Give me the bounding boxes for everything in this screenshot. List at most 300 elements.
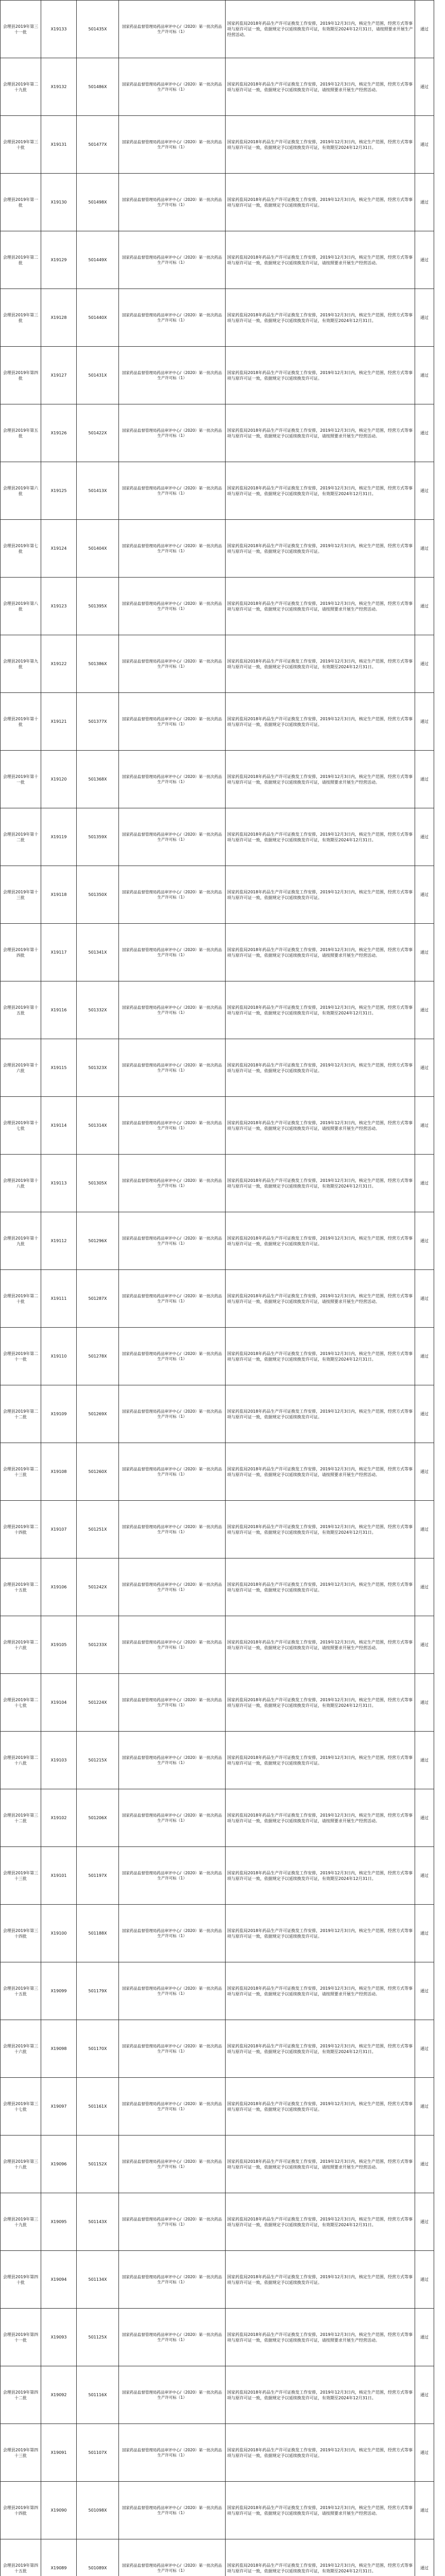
code-cell: X19089 <box>41 2539 77 2576</box>
content-cell: 国家药监局2018年药品生产许可证换发工作安排，2019年12月3日内，核定生产范围，经营方式等事项与原许可证一致，依据规定予以延续换发许可证，请按照要求开展生产经营活动。 <box>226 1270 415 1328</box>
code-cell: X19113 <box>41 1155 77 1212</box>
unit-cell: 会理县2019年第二十批 <box>1 1270 41 1328</box>
content-cell: 国家药监局2018年药品生产许可证换发工作安排，2019年12月3日内，核定生产范围，经营方式等事项与原许可证一致，依据规定予以延续换发许可证。 <box>226 520 415 578</box>
unit-cell: 会理县2019年第十批 <box>1 693 41 751</box>
unit-cell: 会理县2019年第四十三批 <box>1 2424 41 2482</box>
table-row <box>1 1616 434 1674</box>
code-cell: X19102 <box>41 1789 77 1847</box>
org-cell: 国家药品监督管理局药品审评中心/（2020）第一批次药品生产许可标（1） <box>119 174 226 231</box>
content-cell: 国家药监局2018年药品生产许可证换发工作安排，2019年12月3日内，核定生产范围，经营方式等事项与原许可证一致，依据规定予以延续换发许可证，有效期至2024年12月31日。 <box>226 1155 415 1212</box>
org-cell: 国家药品监督管理局药品审评中心/（2020）第一批次药品生产许可标（1） <box>119 1789 226 1847</box>
number-cell: 501116X <box>77 2366 119 2424</box>
code-cell: X19120 <box>41 751 77 808</box>
table-row <box>1 1155 434 1212</box>
content-cell: 国家药监局2018年药品生产许可证换发工作安排，2019年12月3日内，核定生产范围，经营方式等事项与原许可证一致，依据规定予以延续换发许可证，请按照要求开展生产经营活动。 <box>226 1616 415 1674</box>
content-cell: 国家药监局2018年药品生产许可证换发工作安排，2019年12月3日内，核定生产范围，经营方式等事项与原许可证一致，依据规定予以延续换发许可证，请按照要求开展生产经营活动。 <box>226 2309 415 2366</box>
org-cell: 国家药品监督管理局药品审评中心/（2020）第一批次药品生产许可标（1） <box>119 289 226 347</box>
result-cell: 通过 <box>415 2424 434 2482</box>
code-cell: X19095 <box>41 2193 77 2251</box>
result-cell: 通过 <box>415 116 434 174</box>
unit-cell: 会理县2019年第二十一批 <box>1 1328 41 1385</box>
org-cell: 国家药品监督管理局药品审评中心/（2020）第一批次药品生产许可标（1） <box>119 116 226 174</box>
unit-cell: 会理县2019年第三十一批 <box>1 1 41 58</box>
number-cell: 501477X <box>77 116 119 174</box>
table-row <box>1 1039 434 1097</box>
number-cell: 501359X <box>77 808 119 866</box>
result-cell: 通过 <box>415 462 434 520</box>
number-cell: 501395X <box>77 578 119 635</box>
content-cell: 国家药监局2018年药品生产许可证换发工作安排，2019年12月3日内，核定生产范围，经营方式等事项与原许可证一致，依据规定予以延续换发许可证。 <box>226 1039 415 1097</box>
unit-cell: 会理县2019年第四十五批 <box>1 2539 41 2576</box>
org-cell: 国家药品监督管理局药品审评中心/（2020）第一批次药品生产许可标（1） <box>119 2020 226 2078</box>
code-cell: X19132 <box>41 58 77 116</box>
number-cell: 501260X <box>77 1443 119 1501</box>
table-row <box>1 2251 434 2309</box>
org-cell: 国家药品监督管理局药品审评中心/（2020）第一批次药品生产许可标（1） <box>119 1962 226 2020</box>
org-cell: 国家药品监督管理局药品审评中心/（2020）第一批次药品生产许可标（1） <box>119 2539 226 2576</box>
code-cell: X19119 <box>41 808 77 866</box>
number-cell: 501278X <box>77 1328 119 1385</box>
org-cell: 国家药品监督管理局药品审评中心/（2020）第一批次药品生产许可标（1） <box>119 58 226 116</box>
number-cell: 501332X <box>77 981 119 1039</box>
content-cell: 国家药监局2018年药品生产许可证换发工作安排，2019年12月3日内，核定生产范围，经营方式等事项与原许可证一致，依据规定予以延续换发许可证。 <box>226 1905 415 1962</box>
number-cell: 501125X <box>77 2309 119 2366</box>
content-cell: 国家药监局2018年药品生产许可证换发工作安排，2019年12月3日内，核定生产范围，经营方式等事项与原许可证一致，依据规定予以延续换发许可证，请按照要求开展生产经营活动。 <box>226 1789 415 1847</box>
content-cell: 国家药监局2018年药品生产许可证换发工作安排，2019年12月3日内，核定生产范围，经营方式等事项与原许可证一致，依据规定予以延续换发许可证，有效期至2024年12月31日。 <box>226 1501 415 1558</box>
org-cell: 国家药品监督管理局药品审评中心/（2020）第一批次药品生产许可标（1） <box>119 1674 226 1732</box>
content-cell: 国家药监局2018年药品生产许可证换发工作安排，2019年12月3日内，核定生产范围，经营方式等事项与原许可证一致，依据规定予以延续换发许可证，请按照要求开展生产经营活动。 <box>226 1097 415 1155</box>
unit-cell: 会理县2019年第二十七批 <box>1 1674 41 1732</box>
content-cell: 国家药监局2018年药品生产许可证换发工作安排，2019年12月3日内，核定生产范围，经营方式等事项与原许可证一致，依据规定予以延续换发许可证。 <box>226 174 415 231</box>
number-cell: 501233X <box>77 1616 119 1674</box>
code-cell: X19133 <box>41 1 77 58</box>
code-cell: X19116 <box>41 981 77 1039</box>
code-cell: X19090 <box>41 2482 77 2539</box>
content-cell: 国家药监局2018年药品生产许可证换发工作安排，2019年12月3日内，核定生产范围，经营方式等事项与原许可证一致，依据规定予以延续换发许可证。 <box>226 2424 415 2482</box>
result-cell: 通过 <box>415 1443 434 1501</box>
number-cell: 501422X <box>77 404 119 462</box>
content-cell: 国家药监局2018年药品生产许可证换发工作安排，2019年12月3日内，核定生产范围，经营方式等事项与原许可证一致，依据规定予以延续换发许可证，有效期至2024年12月31日。 <box>226 289 415 347</box>
number-cell: 501224X <box>77 1674 119 1732</box>
result-cell: 通过 <box>415 2366 434 2424</box>
code-cell: X19111 <box>41 1270 77 1328</box>
result-cell: 通过 <box>415 808 434 866</box>
number-cell: 501296X <box>77 1212 119 1270</box>
unit-cell: 会理县2019年第九批 <box>1 635 41 693</box>
number-cell: 501323X <box>77 1039 119 1097</box>
org-cell: 国家药品监督管理局药品审评中心/（2020）第一批次药品生产许可标（1） <box>119 1443 226 1501</box>
table-row <box>1 116 434 174</box>
org-cell: 国家药品监督管理局药品审评中心/（2020）第一批次药品生产许可标（1） <box>119 1097 226 1155</box>
unit-cell: 会理县2019年第三十九批 <box>1 2193 41 2251</box>
content-cell: 国家药监局2018年药品生产许可证换发工作安排，2019年12月3日内，核定生产范围，经营方式等事项与原许可证一致，依据规定予以延续换发许可证，请按照要求开展生产经营活动。 <box>226 1443 415 1501</box>
unit-cell: 会理县2019年第十三批 <box>1 866 41 924</box>
code-cell: X19105 <box>41 1616 77 1674</box>
number-cell: 501143X <box>77 2193 119 2251</box>
unit-cell: 会理县2019年第二十六批 <box>1 1616 41 1674</box>
table-row <box>1 693 434 751</box>
result-cell: 通过 <box>415 1501 434 1558</box>
number-cell: 501188X <box>77 1905 119 1962</box>
number-cell: 501305X <box>77 1155 119 1212</box>
org-cell: 国家药品监督管理局药品审评中心/（2020）第一批次药品生产许可标（1） <box>119 751 226 808</box>
table-row <box>1 924 434 981</box>
content-cell: 国家药监局2018年药品生产许可证换发工作安排，2019年12月3日内，核定生产范围，经营方式等事项与原许可证一致，依据规定予以延续换发许可证。 <box>226 2078 415 2136</box>
result-cell: 通过 <box>415 924 434 981</box>
result-cell: 通过 <box>415 693 434 751</box>
content-cell: 国家药监局2018年药品生产许可证换发工作安排，2019年12月3日内，核定生产范围，经营方式等事项与原许可证一致，依据规定予以延续换发许可证，请按照要求开展生产经营活动。 <box>226 578 415 635</box>
number-cell: 501206X <box>77 1789 119 1847</box>
code-cell: X19124 <box>41 520 77 578</box>
unit-cell: 会理县2019年第七批 <box>1 520 41 578</box>
result-cell: 通过 <box>415 635 434 693</box>
org-cell: 国家药品监督管理局药品审评中心/（2020）第一批次药品生产许可标（1） <box>119 1212 226 1270</box>
content-cell: 国家药监局2018年药品生产许可证换发工作安排，2019年12月3日内，核定生产范围，经营方式等事项与原许可证一致，依据规定予以延续换发许可证，请按照要求开展生产经营活动。 <box>226 404 415 462</box>
result-cell: 通过 <box>415 404 434 462</box>
org-cell: 国家药品监督管理局药品审评中心/（2020）第一批次药品生产许可标（1） <box>119 462 226 520</box>
content-cell: 国家药监局2018年药品生产许可证换发工作安排，2019年12月3日内，核定生产范围，经营方式等事项与原许可证一致，依据规定予以延续换发许可证。 <box>226 1212 415 1270</box>
number-cell: 501386X <box>77 635 119 693</box>
code-cell: X19098 <box>41 2020 77 2078</box>
unit-cell: 会理县2019年第三十四批 <box>1 1905 41 1962</box>
table-row <box>1 2078 434 2136</box>
unit-cell: 会理县2019年第十八批 <box>1 1155 41 1212</box>
content-cell: 国家药监局2018年药品生产许可证换发工作安排，2019年12月3日内，核定生产范围，经营方式等事项与原许可证一致，依据规定予以延续换发许可证。 <box>226 347 415 404</box>
table-row <box>1 289 434 347</box>
org-cell: 国家药品监督管理局药品审评中心/（2020）第一批次药品生产许可标（1） <box>119 924 226 981</box>
result-cell: 通过 <box>415 1905 434 1962</box>
unit-cell: 会理县2019年第六批 <box>1 462 41 520</box>
table-row <box>1 1328 434 1385</box>
number-cell: 501498X <box>77 174 119 231</box>
unit-cell: 会理县2019年第三十二批 <box>1 1789 41 1847</box>
code-cell: X19131 <box>41 116 77 174</box>
result-cell: 通过 <box>415 578 434 635</box>
number-cell: 501251X <box>77 1501 119 1558</box>
org-cell: 国家药品监督管理局药品审评中心/（2020）第一批次药品生产许可标（1） <box>119 520 226 578</box>
table-body <box>1 1 434 2576</box>
code-cell: X19094 <box>41 2251 77 2309</box>
unit-cell: 会理县2019年第二十三批 <box>1 1443 41 1501</box>
result-cell: 通过 <box>415 1212 434 1270</box>
result-cell: 通过 <box>415 2078 434 2136</box>
table-row <box>1 520 434 578</box>
table-row <box>1 404 434 462</box>
result-cell: 通过 <box>415 2251 434 2309</box>
unit-cell: 会理县2019年第十四批 <box>1 924 41 981</box>
unit-cell: 会理县2019年第四十二批 <box>1 2366 41 2424</box>
table-row <box>1 2424 434 2482</box>
org-cell: 国家药品监督管理局药品审评中心/（2020）第一批次药品生产许可标（1） <box>119 2251 226 2309</box>
code-cell: X19107 <box>41 1501 77 1558</box>
table-row <box>1 2136 434 2193</box>
table-row <box>1 2020 434 2078</box>
unit-cell: 会理县2019年第二十四批 <box>1 1501 41 1558</box>
table-row <box>1 2193 434 2251</box>
unit-cell: 会理县2019年第二批 <box>1 231 41 289</box>
org-cell: 国家药品监督管理局药品审评中心/（2020）第一批次药品生产许可标（1） <box>119 1039 226 1097</box>
content-cell: 国家药监局2018年药品生产许可证换发工作安排，2019年12月3日内，核定生产范围，经营方式等事项与原许可证一致，依据规定予以延续换发许可证，请按照要求开展生产经营活动。 <box>226 58 415 116</box>
content-cell: 国家药监局2018年药品生产许可证换发工作安排，2019年12月3日内，核定生产范围，经营方式等事项与原许可证一致，依据规定予以延续换发许可证，有效期至2024年12月31日。 <box>226 1847 415 1905</box>
code-cell: X19130 <box>41 174 77 231</box>
result-cell: 通过 <box>415 58 434 116</box>
table-row <box>1 1674 434 1732</box>
content-cell: 国家药监局2018年药品生产许可证换发工作安排，2019年12月3日内，核定生产范围，经营方式等事项与原许可证一致，依据规定予以延续换发许可证。 <box>226 1385 415 1443</box>
org-cell: 国家药品监督管理局药品审评中心/（2020）第一批次药品生产许可标（1） <box>119 2136 226 2193</box>
number-cell: 501486X <box>77 58 119 116</box>
unit-cell: 会理县2019年第三批 <box>1 289 41 347</box>
content-cell: 国家药监局2018年药品生产许可证换发工作安排，2019年12月3日内，核定生产范围，经营方式等事项与原许可证一致，依据规定予以延续换发许可证，请按照要求开展生产经营活动。 <box>226 2136 415 2193</box>
content-cell: 国家药监局2018年药品生产许可证换发工作安排，2019年12月3日内，核定生产范围，经营方式等事项与原许可证一致，依据规定予以延续换发许可证，请按照要求开展生产经营活动。 <box>226 1962 415 2020</box>
content-cell: 国家药监局2018年药品生产许可证换发工作安排，2019年12月3日内，核定生产范围，经营方式等事项与原许可证一致，依据规定予以延续换发许可证，有效期至2024年12月31日。 <box>226 2539 415 2576</box>
table-row <box>1 1 434 58</box>
org-cell: 国家药品监督管理局药品审评中心/（2020）第一批次药品生产许可标（1） <box>119 1155 226 1212</box>
unit-cell: 会理县2019年第十七批 <box>1 1097 41 1155</box>
number-cell: 501242X <box>77 1558 119 1616</box>
result-cell: 通过 <box>415 2482 434 2539</box>
number-cell: 501368X <box>77 751 119 808</box>
code-cell: X19092 <box>41 2366 77 2424</box>
unit-cell: 会理县2019年第三十八批 <box>1 2136 41 2193</box>
org-cell: 国家药品监督管理局药品审评中心/（2020）第一批次药品生产许可标（1） <box>119 1558 226 1616</box>
unit-cell: 会理县2019年第二十八批 <box>1 1732 41 1789</box>
content-cell: 国家药监局2018年药品生产许可证换发工作安排，2019年12月3日内，核定生产范围，经营方式等事项与原许可证一致，依据规定予以延续换发许可证，有效期至2024年12月31日。 <box>226 2020 415 2078</box>
result-cell: 通过 <box>415 1097 434 1155</box>
org-cell: 国家药品监督管理局药品审评中心/（2020）第一批次药品生产许可标（1） <box>119 2193 226 2251</box>
number-cell: 501350X <box>77 866 119 924</box>
table-row <box>1 808 434 866</box>
table-row <box>1 347 434 404</box>
number-cell: 501269X <box>77 1385 119 1443</box>
org-cell: 国家药品监督管理局药品审评中心/（2020）第一批次药品生产许可标（1） <box>119 635 226 693</box>
unit-cell: 会理县2019年第四十批 <box>1 2251 41 2309</box>
content-cell: 国家药监局2018年药品生产许可证换发工作安排，2019年12月3日内，核定生产范围，经营方式等事项与原许可证一致，依据规定予以延续换发许可证，请按照要求开展生产经营活动。 <box>226 231 415 289</box>
code-cell: X19126 <box>41 404 77 462</box>
table-row <box>1 1905 434 1962</box>
unit-cell: 会理县2019年第十二批 <box>1 808 41 866</box>
unit-cell: 会理县2019年第三十五批 <box>1 1962 41 2020</box>
table-row <box>1 462 434 520</box>
org-cell: 国家药品监督管理局药品审评中心/（2020）第一批次药品生产许可标（1） <box>119 981 226 1039</box>
result-cell: 通过 <box>415 1385 434 1443</box>
unit-cell: 会理县2019年第二十九批 <box>1 58 41 116</box>
code-cell: X19115 <box>41 1039 77 1097</box>
result-cell: 通过 <box>415 1558 434 1616</box>
result-cell: 通过 <box>415 1 434 58</box>
number-cell: 501152X <box>77 2136 119 2193</box>
content-cell: 国家药监局2018年药品生产许可证换发工作安排，2019年12月3日内，核定生产范围，经营方式等事项与原许可证一致，依据规定予以延续换发许可证。 <box>226 2251 415 2309</box>
org-cell: 国家药品监督管理局药品审评中心/（2020）第一批次药品生产许可标（1） <box>119 1270 226 1328</box>
table-row <box>1 1097 434 1155</box>
code-cell: X19125 <box>41 462 77 520</box>
unit-cell: 会理县2019年第四批 <box>1 347 41 404</box>
result-cell: 通过 <box>415 751 434 808</box>
content-cell: 国家药监局2018年药品生产许可证换发工作安排，2019年12月3日内，核定生产范围，经营方式等事项与原许可证一致，依据规定予以延续换发许可证，有效期至2024年12月31日。 <box>226 116 415 174</box>
org-cell: 国家药品监督管理局药品审评中心/（2020）第一批次药品生产许可标（1） <box>119 231 226 289</box>
code-cell: X19122 <box>41 635 77 693</box>
result-cell: 通过 <box>415 1962 434 2020</box>
org-cell: 国家药品监督管理局药品审评中心/（2020）第一批次药品生产许可标（1） <box>119 1616 226 1674</box>
org-cell: 国家药品监督管理局药品审评中心/（2020）第一批次药品生产许可标（1） <box>119 1328 226 1385</box>
code-cell: X19099 <box>41 1962 77 2020</box>
result-cell: 通过 <box>415 174 434 231</box>
org-cell: 国家药品监督管理局药品审评中心/（2020）第一批次药品生产许可标（1） <box>119 2424 226 2482</box>
result-cell: 通过 <box>415 289 434 347</box>
result-cell: 通过 <box>415 1039 434 1097</box>
result-cell: 通过 <box>415 1674 434 1732</box>
table-row <box>1 2482 434 2539</box>
table-row <box>1 1501 434 1558</box>
org-cell: 国家药品监督管理局药品审评中心/（2020）第一批次药品生产许可标（1） <box>119 1501 226 1558</box>
code-cell: X19097 <box>41 2078 77 2136</box>
number-cell: 501431X <box>77 347 119 404</box>
org-cell: 国家药品监督管理局药品审评中心/（2020）第一批次药品生产许可标（1） <box>119 1732 226 1789</box>
result-cell: 通过 <box>415 1328 434 1385</box>
code-cell: X19106 <box>41 1558 77 1616</box>
unit-cell: 会理县2019年第十五批 <box>1 981 41 1039</box>
unit-cell: 会理县2019年第四十一批 <box>1 2309 41 2366</box>
table-row <box>1 1212 434 1270</box>
content-cell: 国家药监局2018年药品生产许可证换发工作安排，2019年12月3日内，核定生产范围，经营方式等事项与原许可证一致，依据规定予以延续换发许可证，请按照要求开展生产经营活动。 <box>226 924 415 981</box>
table-row <box>1 1385 434 1443</box>
result-cell: 通过 <box>415 866 434 924</box>
content-cell: 国家药监局2018年药品生产许可证换发工作安排，2019年12月3日内，核定生产范围，经营方式等事项与原许可证一致，依据规定予以延续换发许可证，请按照要求开展生产经营活动。 <box>226 751 415 808</box>
table-row <box>1 981 434 1039</box>
table-row <box>1 2539 434 2576</box>
table-row <box>1 2309 434 2366</box>
code-cell: X19109 <box>41 1385 77 1443</box>
table-row <box>1 578 434 635</box>
table-row <box>1 1443 434 1501</box>
org-cell: 国家药品监督管理局药品审评中心/（2020）第一批次药品生产许可标（1） <box>119 1385 226 1443</box>
content-cell: 国家药监局2018年药品生产许可证换发工作安排，2019年12月3日内，核定生产范围，经营方式等事项与原许可证一致，依据规定予以延续换发许可证，有效期至2024年12月31日。 <box>226 2366 415 2424</box>
code-cell: X19096 <box>41 2136 77 2193</box>
content-cell: 国家药监局2018年药品生产许可证换发工作安排，2019年12月3日内，核定生产范围，经营方式等事项与原许可证一致，依据规定予以延续换发许可证，有效期至2024年12月31日。 <box>226 635 415 693</box>
content-cell: 国家药监局2018年药品生产许可证换发工作安排，2019年12月3日内，核定生产范围，经营方式等事项与原许可证一致，依据规定予以延续换发许可证，有效期至2024年12月31日。 <box>226 808 415 866</box>
result-cell: 通过 <box>415 2539 434 2576</box>
code-cell: X19118 <box>41 866 77 924</box>
org-cell: 国家药品监督管理局药品审评中心/（2020）第一批次药品生产许可标（1） <box>119 2078 226 2136</box>
table-row <box>1 1847 434 1905</box>
org-cell: 国家药品监督管理局药品审评中心/（2020）第一批次药品生产许可标（1） <box>119 347 226 404</box>
number-cell: 501134X <box>77 2251 119 2309</box>
content-cell: 国家药监局2018年药品生产许可证换发工作安排，2019年12月3日内，核定生产范围，经营方式等事项与原许可证一致，依据规定予以延续换发许可证。 <box>226 693 415 751</box>
org-cell: 国家药品监督管理局药品审评中心/（2020）第一批次药品生产许可标（1） <box>119 866 226 924</box>
content-cell: 国家药监局2018年药品生产许可证换发工作安排，2019年12月3日内，核定生产范围，经营方式等事项与原许可证一致，依据规定予以延续换发许可证，有效期至2024年12月31日，请按照要求开展生产经营活动。 <box>226 1 415 58</box>
result-cell: 通过 <box>415 2136 434 2193</box>
code-cell: X19117 <box>41 924 77 981</box>
unit-cell: 会理县2019年第十六批 <box>1 1039 41 1097</box>
number-cell: 501435X <box>77 1 119 58</box>
result-cell: 通过 <box>415 347 434 404</box>
number-cell: 501197X <box>77 1847 119 1905</box>
code-cell: X19112 <box>41 1212 77 1270</box>
org-cell: 国家药品监督管理局药品审评中心/（2020）第一批次药品生产许可标（1） <box>119 808 226 866</box>
unit-cell: 会理县2019年第十九批 <box>1 1212 41 1270</box>
number-cell: 501314X <box>77 1097 119 1155</box>
org-cell: 国家药品监督管理局药品审评中心/（2020）第一批次药品生产许可标（1） <box>119 404 226 462</box>
org-cell: 国家药品监督管理局药品审评中心/（2020）第一批次药品生产许可标（1） <box>119 578 226 635</box>
unit-cell: 会理县2019年第三十批 <box>1 116 41 174</box>
number-cell: 501341X <box>77 924 119 981</box>
number-cell: 501098X <box>77 2482 119 2539</box>
content-cell: 国家药监局2018年药品生产许可证换发工作安排，2019年12月3日内，核定生产范围，经营方式等事项与原许可证一致，依据规定予以延续换发许可证，有效期至2024年12月31日。 <box>226 981 415 1039</box>
org-cell: 国家药品监督管理局药品审评中心/（2020）第一批次药品生产许可标（1） <box>119 1 226 58</box>
result-cell: 通过 <box>415 231 434 289</box>
result-cell: 通过 <box>415 2020 434 2078</box>
content-cell: 国家药监局2018年药品生产许可证换发工作安排，2019年12月3日内，核定生产范围，经营方式等事项与原许可证一致，依据规定予以延续换发许可证。 <box>226 1558 415 1616</box>
org-cell: 国家药品监督管理局药品审评中心/（2020）第一批次药品生产许可标（1） <box>119 2309 226 2366</box>
table-row <box>1 2366 434 2424</box>
number-cell: 501404X <box>77 520 119 578</box>
content-cell: 国家药监局2018年药品生产许可证换发工作安排，2019年12月3日内，核定生产范围，经营方式等事项与原许可证一致，依据规定予以延续换发许可证。 <box>226 866 415 924</box>
content-cell: 国家药监局2018年药品生产许可证换发工作安排，2019年12月3日内，核定生产范围，经营方式等事项与原许可证一致，依据规定予以延续换发许可证。 <box>226 1732 415 1789</box>
unit-cell: 会理县2019年第三十三批 <box>1 1847 41 1905</box>
number-cell: 501377X <box>77 693 119 751</box>
number-cell: 501215X <box>77 1732 119 1789</box>
table-row <box>1 1732 434 1789</box>
number-cell: 501161X <box>77 2078 119 2136</box>
number-cell: 501413X <box>77 462 119 520</box>
table-row <box>1 866 434 924</box>
table-row <box>1 751 434 808</box>
result-cell: 通过 <box>415 520 434 578</box>
result-cell: 通过 <box>415 1270 434 1328</box>
code-cell: X19103 <box>41 1732 77 1789</box>
number-cell: 501089X <box>77 2539 119 2576</box>
table-row <box>1 1558 434 1616</box>
code-cell: X19101 <box>41 1847 77 1905</box>
result-cell: 通过 <box>415 1847 434 1905</box>
number-cell: 501107X <box>77 2424 119 2482</box>
unit-cell: 会理县2019年第三十六批 <box>1 2020 41 2078</box>
code-cell: X19104 <box>41 1674 77 1732</box>
content-cell: 国家药监局2018年药品生产许可证换发工作安排，2019年12月3日内，核定生产范围，经营方式等事项与原许可证一致，依据规定予以延续换发许可证，请按照要求开展生产经营活动。 <box>226 2482 415 2539</box>
org-cell: 国家药品监督管理局药品审评中心/（2020）第一批次药品生产许可标（1） <box>119 1847 226 1905</box>
code-cell: X19129 <box>41 231 77 289</box>
code-cell: X19108 <box>41 1443 77 1501</box>
code-cell: X19100 <box>41 1905 77 1962</box>
unit-cell: 会理县2019年第五批 <box>1 404 41 462</box>
content-cell: 国家药监局2018年药品生产许可证换发工作安排，2019年12月3日内，核定生产范围，经营方式等事项与原许可证一致，依据规定予以延续换发许可证，有效期至2024年12月31日。 <box>226 2193 415 2251</box>
unit-cell: 会理县2019年第四十四批 <box>1 2482 41 2539</box>
table-row <box>1 1270 434 1328</box>
table-row <box>1 635 434 693</box>
result-cell: 通过 <box>415 2193 434 2251</box>
result-cell: 通过 <box>415 2309 434 2366</box>
result-cell: 通过 <box>415 1732 434 1789</box>
result-cell: 通过 <box>415 1155 434 1212</box>
unit-cell: 会理县2019年第八批 <box>1 578 41 635</box>
unit-cell: 会理县2019年第二十五批 <box>1 1558 41 1616</box>
number-cell: 501179X <box>77 1962 119 2020</box>
org-cell: 国家药品监督管理局药品审评中心/（2020）第一批次药品生产许可标（1） <box>119 693 226 751</box>
code-cell: X19121 <box>41 693 77 751</box>
number-cell: 501287X <box>77 1270 119 1328</box>
unit-cell: 会理县2019年第十一批 <box>1 751 41 808</box>
table-row <box>1 1962 434 2020</box>
table-row <box>1 58 434 116</box>
table-row <box>1 1789 434 1847</box>
result-cell: 通过 <box>415 1616 434 1674</box>
unit-cell: 会理县2019年第一批 <box>1 174 41 231</box>
org-cell: 国家药品监督管理局药品审评中心/（2020）第一批次药品生产许可标（1） <box>119 2482 226 2539</box>
number-cell: 501440X <box>77 289 119 347</box>
code-cell: X19093 <box>41 2309 77 2366</box>
org-cell: 国家药品监督管理局药品审评中心/（2020）第一批次药品生产许可标（1） <box>119 1905 226 1962</box>
table-row <box>1 174 434 231</box>
code-cell: X19110 <box>41 1328 77 1385</box>
